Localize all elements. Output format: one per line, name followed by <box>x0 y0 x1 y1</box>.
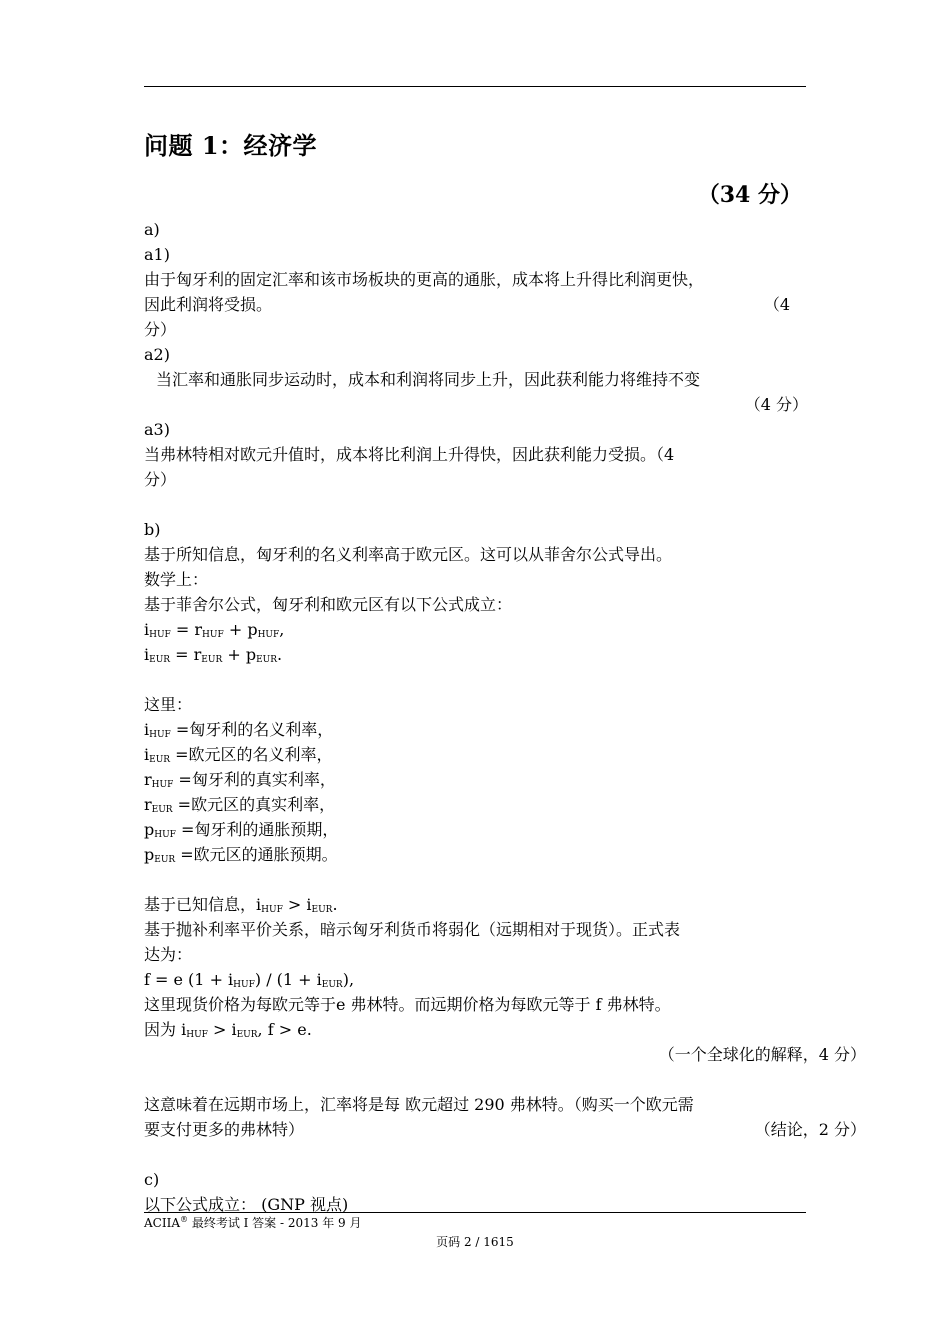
b-because: 因为 $i_{HUF} > i_{EUR}$, f > e. <box>144 1020 312 1040</box>
b-fisher: 基于菲舍尔公式，匈牙利和欧元区有以下公式成立： <box>144 595 513 614</box>
a3-label: a3) <box>144 420 170 439</box>
b-parity-line2: 达为： <box>144 945 193 964</box>
section-a-label: a) <box>144 220 160 239</box>
footer-text: ACIIA® 最终考试 I 答案 - 2013 年 9 月 <box>144 1215 362 1230</box>
b-where: 这里： <box>144 695 193 714</box>
b-def-0: $i_{HUF}$ =匈牙利的名义利率， <box>144 720 334 740</box>
b-parity-line1: 基于抛补利率平价关系，暗示匈牙利货币将弱化（远期相对于现货）。正式表 <box>144 920 681 939</box>
b-score-conclusion: （结论，2 分） <box>754 1120 866 1139</box>
b-meaning-line1: 这意味着在远期市场上，汇率将是每 欧元超过 290 弗林特。（购买一个欧元需 <box>144 1095 694 1114</box>
a2-label: a2) <box>144 345 170 364</box>
b-meaning-line2: 要支付更多的弗林特） <box>144 1120 305 1139</box>
b-equation-eur: $i_{EUR} = r_{EUR} + p_{EUR}$. <box>144 645 283 665</box>
section-b-label: b) <box>144 520 161 539</box>
a2-text-line1: 当汇率和通胀同步运动时，成本和利润将同步上升，因此获利能力将维持不变 <box>156 370 701 389</box>
a1-score-b: 分） <box>144 320 177 339</box>
b-known: 基于已知信息，$i_{HUF} > i_{EUR}$. <box>144 895 338 915</box>
page-number: 页码 2 / 1615 <box>436 1235 514 1249</box>
a1-label: a1) <box>144 245 170 264</box>
c-line1: 以下公式成立： (GNP 视点) <box>144 1195 349 1214</box>
a1-text-line2-row <box>144 292 808 317</box>
a1-text-line1: 由于匈牙利的固定汇率和该市场板块的更高的通胀，成本将上升得比利润更快， <box>144 270 705 289</box>
b-score-global: （一个全球化的解释，4 分） <box>658 1045 866 1064</box>
page-title: 问题 1：经济学 <box>144 131 318 160</box>
a3-text-line2: 分） <box>144 470 177 489</box>
b-def-4: $p_{HUF}$ =匈牙利的通胀预期， <box>144 820 339 840</box>
b-def-5: $p_{EUR}$ =欧元区的通胀预期。 <box>144 845 338 865</box>
b-def-1: $i_{EUR}$ =欧元区的名义利率， <box>144 745 333 765</box>
b-equation-huf: $i_{HUF} = r_{HUF} + p_{HUF}$, <box>144 620 285 640</box>
b-spot-line: 这里现货价格为每欧元等于e 弗林特。而远期价格为每欧元等于 f 弗林特。 <box>144 995 671 1014</box>
b-intro: 基于所知信息，匈牙利的名义利率高于欧元区。这可以从菲舍尔公式导出。 <box>144 545 673 564</box>
b-def-2: $r_{HUF}$ =匈牙利的真实利率， <box>144 770 336 790</box>
b-def-3: $r_{EUR}$ =欧元区的真实利率， <box>144 795 336 815</box>
a2-score: （4 分） <box>744 395 808 414</box>
footer-rule <box>144 1212 806 1213</box>
document-body <box>144 217 866 1217</box>
b-forward-formula: f = e $(1 + i_{HUF}) / (1 + i_{EUR})$, <box>144 970 355 990</box>
a1-score-a: （4 <box>763 295 790 314</box>
b-meaning-line2-row <box>144 1117 866 1142</box>
section-c-label: c) <box>144 1170 160 1189</box>
a1-text-line2: 因此利润将受损。 <box>144 295 273 314</box>
a3-text-line1: 当弗林特相对欧元升值时，成本将比利润上升得快，因此获利能力受损。（4 <box>144 445 675 464</box>
total-points: （34 分） <box>697 182 802 208</box>
header-rule <box>144 86 806 87</box>
b-math: 数学上： <box>144 570 209 589</box>
